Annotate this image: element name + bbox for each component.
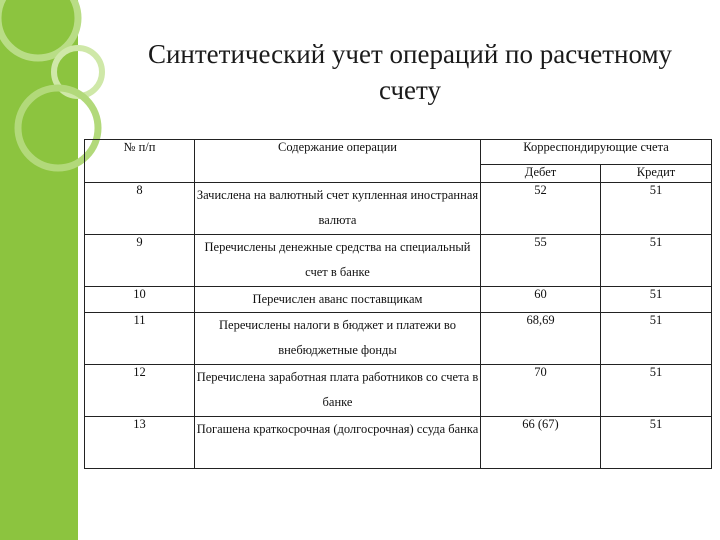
title-line-2: счету bbox=[379, 75, 441, 105]
row-credit: 51 bbox=[601, 183, 712, 235]
row-debit: 70 bbox=[481, 365, 601, 417]
row-num: 11 bbox=[85, 313, 195, 365]
table-row bbox=[85, 365, 712, 417]
row-num: 12 bbox=[85, 365, 195, 417]
header-row bbox=[85, 140, 712, 165]
row-credit: 51 bbox=[601, 313, 712, 365]
row-num: 9 bbox=[85, 235, 195, 287]
slide-title bbox=[110, 36, 710, 108]
row-content: Зачислена на валютный счет купленная иностранная валюта bbox=[195, 183, 481, 235]
operations-table bbox=[84, 139, 712, 469]
row-content: Погашена краткосрочная (долгосрочная) ссуда банка bbox=[195, 417, 481, 469]
header-content: Содержание операции bbox=[195, 140, 481, 183]
row-credit: 51 bbox=[601, 417, 712, 469]
table-row bbox=[85, 313, 712, 365]
row-debit: 60 bbox=[481, 287, 601, 313]
title-line-1: Синтетический учет операций по расчетному bbox=[147, 39, 673, 69]
header-num: № п/п bbox=[85, 140, 195, 183]
row-content: Перечислен аванс поставщикам bbox=[195, 287, 481, 313]
row-credit: 51 bbox=[601, 365, 712, 417]
row-content: Перечислены налоги в бюджет и платежи во внебюджетные фонды bbox=[195, 313, 481, 365]
row-content: Перечислена заработная плата работников со счета в банке bbox=[195, 365, 481, 417]
table-row bbox=[85, 235, 712, 287]
header-debit: Дебет bbox=[481, 165, 601, 183]
row-num: 8 bbox=[85, 183, 195, 235]
table-row bbox=[85, 183, 712, 235]
row-debit: 66 (67) bbox=[481, 417, 601, 469]
table-row bbox=[85, 287, 712, 313]
header-credit: Кредит bbox=[601, 165, 712, 183]
row-num: 13 bbox=[85, 417, 195, 469]
row-credit: 51 bbox=[601, 287, 712, 313]
row-debit: 68,69 bbox=[481, 313, 601, 365]
table-row bbox=[85, 417, 712, 469]
row-debit: 52 bbox=[481, 183, 601, 235]
header-accounts: Корреспондирующие счета bbox=[481, 140, 712, 165]
row-num: 10 bbox=[85, 287, 195, 313]
row-content: Перечислены денежные средства на специальный счет в банке bbox=[195, 235, 481, 287]
row-credit: 51 bbox=[601, 235, 712, 287]
row-debit: 55 bbox=[481, 235, 601, 287]
